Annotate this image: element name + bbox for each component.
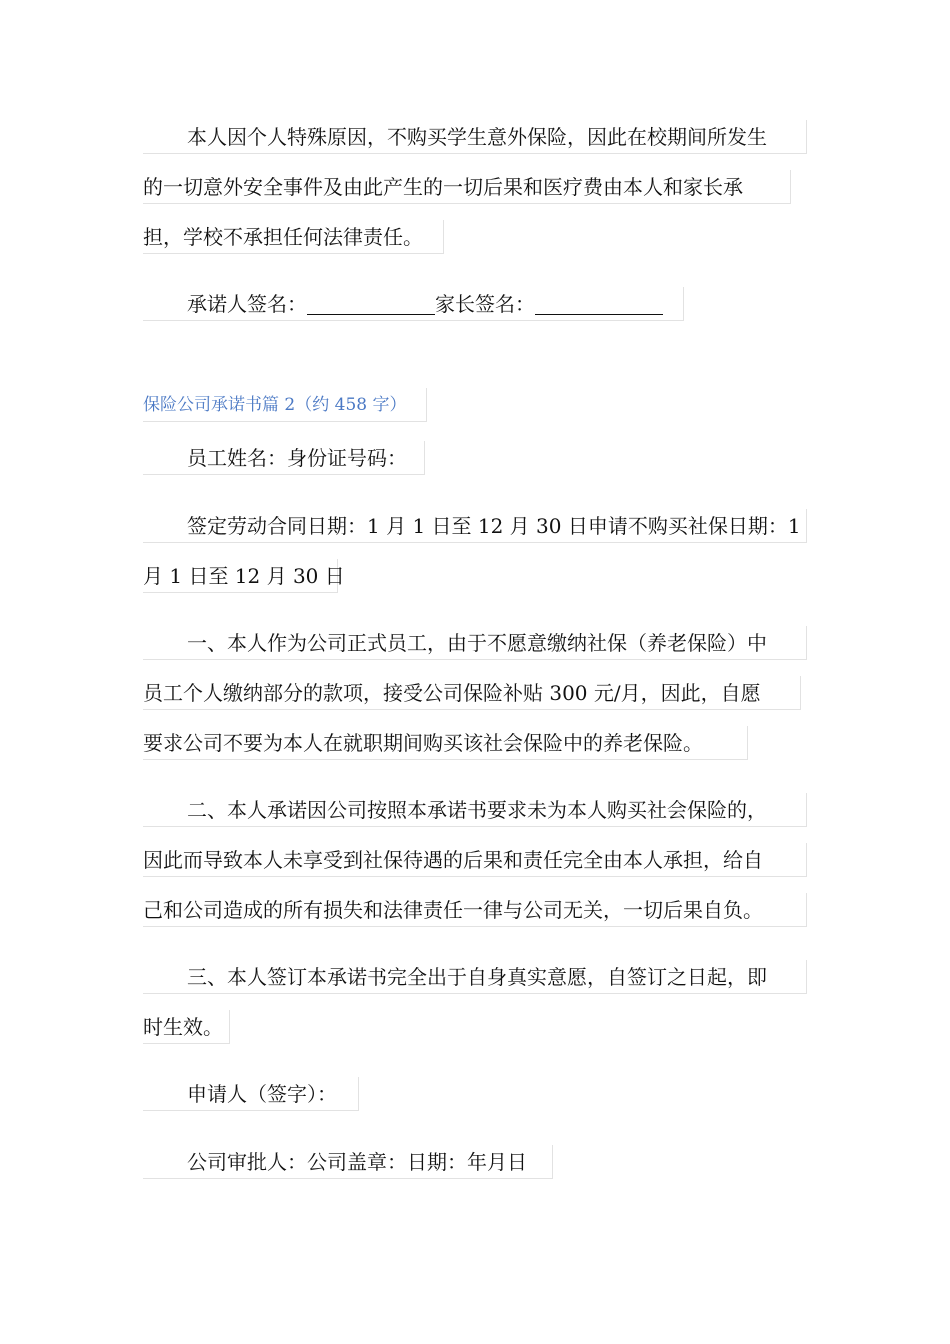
contract-date-line: 签定劳动合同日期：1 月 1 日至 12 月 30 日申请不购买社保日期：1 bbox=[143, 509, 807, 543]
clause-1-line: 一、本人作为公司正式员工，由于不愿意缴纳社保（养老保险）中 bbox=[143, 626, 807, 660]
parent-signature-label: 家长签名： bbox=[435, 292, 535, 316]
paragraph-line: 担，学校不承担任何法律责任。 bbox=[143, 220, 444, 254]
paragraph-line: 的一切意外安全事件及由此产生的一切后果和医疗费由本人和家长承 bbox=[143, 170, 791, 204]
signature-line bbox=[143, 287, 684, 321]
clause-2-line: 己和公司造成的所有损失和法律责任一律与公司无关，一切后果自负。 bbox=[143, 893, 807, 927]
approval-line: 公司审批人：公司盖章：日期：年月日 bbox=[143, 1145, 553, 1179]
signer-signature-blank bbox=[307, 292, 435, 315]
clause-1-line: 要求公司不要为本人在就职期间购买该社会保险中的养老保险。 bbox=[143, 726, 748, 760]
applicant-signature-line: 申请人（签字）： bbox=[143, 1077, 359, 1111]
employee-info-line: 员工姓名：身份证号码： bbox=[143, 441, 425, 475]
clause-1-line: 员工个人缴纳部分的款项，接受公司保险补贴 300 元/月，因此，自愿 bbox=[143, 676, 801, 710]
clause-2-line: 因此而导致本人未享受到社保待遇的后果和责任完全由本人承担，给自 bbox=[143, 843, 807, 877]
section-heading: 保险公司承诺书篇 2（约 458 字） bbox=[143, 388, 427, 422]
clause-3-line: 三、本人签订本承诺书完全出于自身真实意愿，自签订之日起，即 bbox=[143, 960, 807, 994]
paragraph-line: 本人因个人特殊原因，不购买学生意外保险，因此在校期间所发生 bbox=[143, 120, 807, 154]
signer-signature-label: 承诺人签名： bbox=[187, 292, 307, 316]
contract-date-line: 月 1 日至 12 月 30 日 bbox=[143, 559, 338, 593]
clause-2-line: 二、本人承诺因公司按照本承诺书要求未为本人购买社会保险的， bbox=[143, 793, 807, 827]
parent-signature-blank bbox=[535, 292, 663, 315]
clause-3-line: 时生效。 bbox=[143, 1010, 230, 1044]
